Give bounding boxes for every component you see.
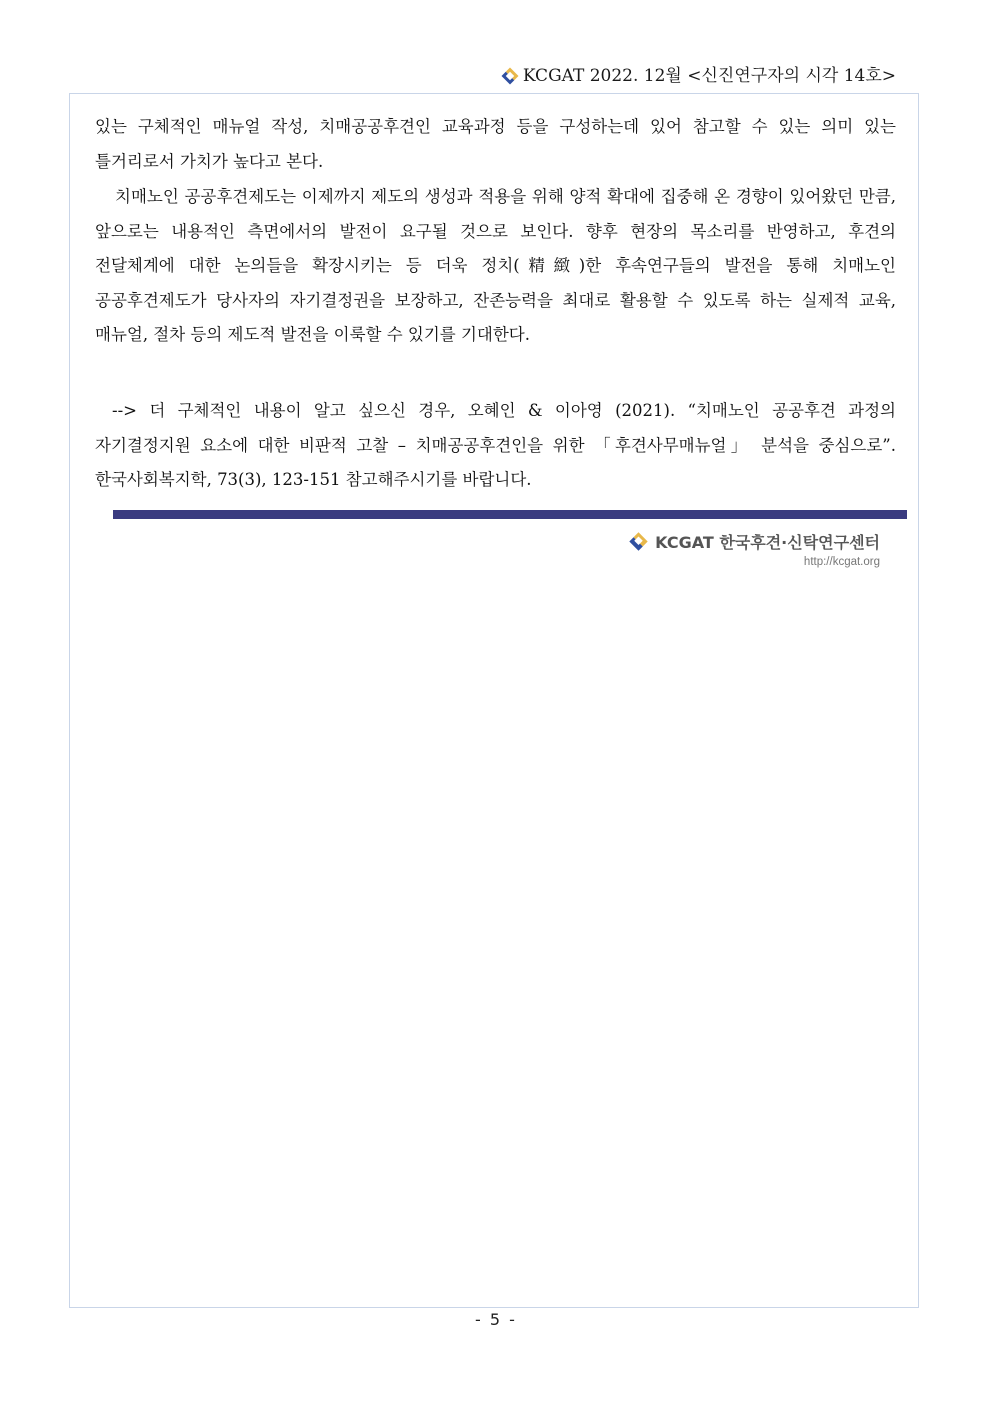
- page-number: - 5 -: [475, 1310, 517, 1329]
- diamond-logo-icon: [501, 68, 518, 85]
- paragraph-1: 있는 구체적인 매뉴얼 작성, 치매공공후견인 교육과정 등을 구성하는데 있어 참고할 수 있는 의미 있는 틀거리로서 가치가 높다고 본다.: [95, 117, 896, 171]
- footer-brand: [632, 530, 880, 553]
- reference-note: --> 더 구체적인 내용이 알고 싶으신 경우, 오혜인 & 이아영 (2021). “치매노인 공공후견 과정의 자기결정지원 요소에 대한 비판적 고찰 – 치매공공후견인을 위한 「후견사무매뉴얼」 분석을 중심으로”. 한국사회복지학, 73(3), 123-151 참고해주시기를 바랍니다.: [95, 401, 896, 489]
- page-header: [504, 66, 896, 86]
- diamond-logo-icon: [629, 532, 647, 550]
- footer-divider: [113, 510, 907, 519]
- paragraph-2: 치매노인 공공후견제도는 이제까지 제도의 생성과 적용을 위해 양적 확대에 집중해 온 경향이 있어왔던 만큼, 앞으로는 내용적인 측면에서의 발전이 요구될 것으로 보인다. 향후 현장의 목소리를 반영하고, 후견의 전달체계에 대한 논의들을 확장시키는 등 더욱 정치(精緻)한 후속연구들의 발전을 통해 치매노인 공공후견제도가 당사자의 자기결정권을 보장하고, 잔존능력을 최대로 활용할 수 있도록 하는 실제적 교육, 매뉴얼, 절차 등의 제도적 발전을 이룩할 수 있기를 기대한다.: [95, 187, 896, 344]
- footer-brand-text: KCGAT 한국후견·신탁연구센터: [655, 533, 880, 552]
- footer-url[interactable]: http://kcgat.org: [803, 556, 880, 568]
- header-text: KCGAT 2022. 12월 <신진연구자의 시각 14호>: [522, 66, 896, 86]
